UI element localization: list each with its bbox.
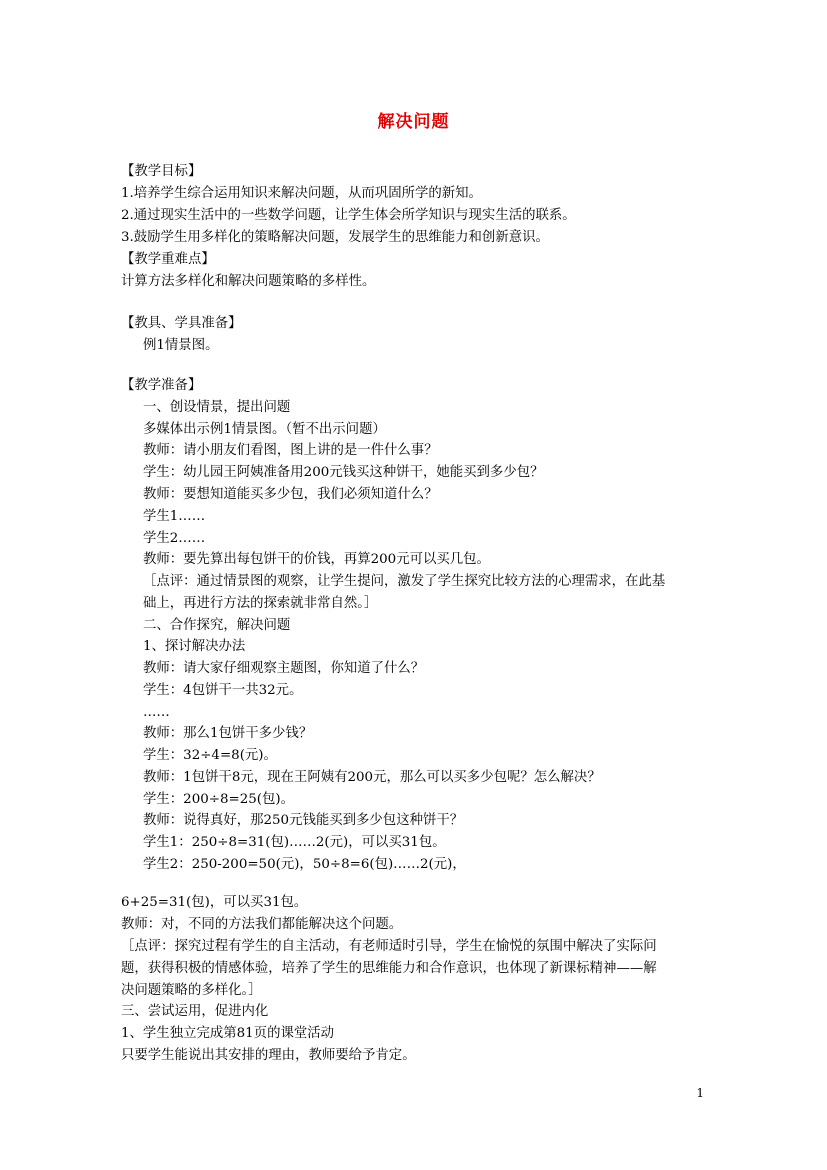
- page-number: 1: [696, 1086, 704, 1100]
- comment-line: ［点评：通过情景图的观察，让学生提问，激发了学生探究比较方法的心理需求，在此基: [143, 574, 666, 589]
- dialogue-line: 教师：1包饼干8元，现在王阿姨有200元，那么可以买多少包呢？怎么解决？: [143, 770, 601, 785]
- subheading: 1、探讨解决办法: [143, 639, 246, 654]
- subheading: 1、学生独立完成第81页的课堂活动: [121, 1026, 335, 1041]
- objective-line-3: 3.鼓励学生用多样化的策略解决问题，发展学生的思维能力和创新意识。: [121, 230, 549, 245]
- dialogue-line: 教师：对，不同的方法我们都能解决这个问题。: [121, 917, 403, 932]
- dialogue-line: 学生2……: [143, 531, 206, 546]
- dialogue-line: 教师：要先算出每包饼干的价钱，再算200元可以买几包。: [143, 552, 490, 567]
- section-heading-key-points: 【教学重难点】: [121, 252, 215, 267]
- dialogue-line: 学生1……: [143, 509, 206, 524]
- dialogue-line: 学生2：250-200=50(元)，50÷8=6(包)……2(元)，: [143, 857, 466, 872]
- comment-line: 题，获得积极的情感体验，培养了学生的思维能力和合作意识，也体现了新课标精神——解: [121, 961, 657, 976]
- comment-line: 础上，再进行方法的探索就非常自然。］: [143, 596, 378, 611]
- objective-line-1: 1.培养学生综合运用知识来解决问题，从而巩固所学的新知。: [121, 186, 482, 201]
- document-title: 解决问题: [377, 112, 450, 132]
- dialogue-line: 学生：32÷4=8(元)。: [143, 748, 277, 763]
- dialogue-line: 学生：4包饼干一共32元。: [143, 683, 303, 698]
- comment-line: ［点评：探究过程有学生的自主活动，有老师适时引导，学生在愉悦的氛围中解决了实际问: [121, 939, 657, 954]
- key-points-text: 计算方法多样化和解决问题策略的多样性。: [121, 274, 376, 289]
- paragraph-line: 6+25=31(包)，可以买31包。: [121, 895, 308, 910]
- dialogue-line: 教师：请大家仔细观察主题图，你知道了什么？: [143, 661, 425, 676]
- paragraph-line: 多媒体出示例1情景图。（暂不出示问题）: [143, 422, 386, 437]
- dialogue-line: 教师：要想知道能买多少包，我们必须知道什么？: [143, 487, 438, 502]
- dialogue-line: 教师：那么1包饼干多少钱？: [143, 726, 313, 741]
- section-heading-objectives: 【教学目标】: [121, 164, 202, 179]
- ellipsis-line: ……: [143, 705, 170, 720]
- dialogue-line: 教师：说得真好，那250元钱能买到多少包这种饼干？: [143, 813, 464, 828]
- dialogue-line: 学生：幼儿园王阿姨准备用200元钱买这种饼干，她能买到多少包？: [143, 465, 544, 480]
- materials-text: 例1情景图。: [143, 338, 219, 353]
- dialogue-line: 教师：请小朋友们看图，图上讲的是一件什么事？: [143, 443, 438, 458]
- part-heading-1: 一、创设情景，提出问题: [143, 400, 291, 415]
- comment-line: 决问题策略的多样化。］: [121, 983, 262, 998]
- section-heading-preparation: 【教学准备】: [121, 378, 202, 393]
- paragraph-line: 只要学生能说出其安排的理由，教师要给予肯定。: [121, 1048, 416, 1063]
- part-heading-2: 二、合作探究，解决问题: [143, 618, 291, 633]
- dialogue-line: 学生：200÷8=25(包)。: [143, 792, 294, 807]
- part-heading-3: 三、尝试运用，促进内化: [121, 1004, 269, 1019]
- section-heading-materials: 【教具、学具准备】: [121, 316, 242, 331]
- objective-line-2: 2.通过现实生活中的一些数学问题，让学生体会所学知识与现实生活的联系。: [121, 208, 576, 223]
- dialogue-line: 学生1：250÷8=31(包)……2(元)，可以买31包。: [143, 835, 446, 850]
